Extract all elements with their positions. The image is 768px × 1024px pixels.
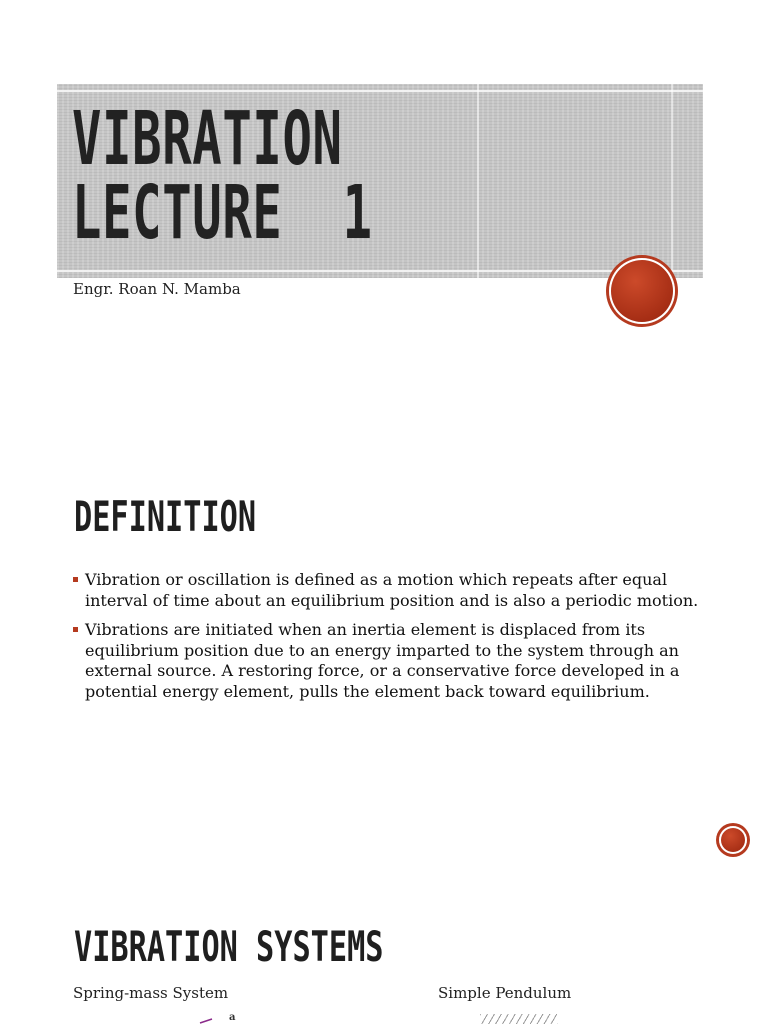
bullet-item: Vibrations are initiated when an inertia element is displaced from its equilibrium position due to an energy imparted to the system through an external source. A restoring force, or a conservative force developed in a potential energy element, pulls the element back toward equilibrium.	[72, 620, 712, 702]
title-slide	[0, 0, 768, 460]
bullet-item: Vibration or oscillation is defined as a motion which repeats after equal interval of time about an equilibrium position and is also a periodic motion.	[72, 570, 712, 611]
band-line-bottom	[57, 270, 703, 272]
title-line-2: LECTURE 1	[72, 170, 373, 256]
author-name: Engr. Roan N. Mamba	[73, 280, 241, 298]
definition-bullets	[72, 570, 712, 711]
spring-mass-label: Spring-mass System	[73, 984, 229, 1002]
pendulum-support-hatch	[480, 1014, 558, 1024]
band-seam	[477, 84, 479, 278]
simple-pendulum-label: Simple Pendulum	[438, 984, 572, 1002]
slide-title	[72, 96, 373, 256]
decorative-circle	[609, 258, 675, 324]
band-seam	[671, 84, 673, 278]
figure-stroke	[200, 1019, 212, 1023]
figure-letter: a	[229, 1012, 236, 1023]
band-line-top	[57, 90, 703, 92]
spring-mass-figure	[100, 1018, 260, 1024]
vibration-systems-slide	[0, 872, 768, 1024]
systems-heading: VIBRATION SYSTEMS	[74, 922, 384, 971]
definition-heading: DEFINITION	[74, 492, 257, 541]
definition-slide	[0, 460, 768, 872]
decorative-circle-small	[719, 826, 747, 854]
title-line-1: VIBRATION	[72, 96, 343, 182]
